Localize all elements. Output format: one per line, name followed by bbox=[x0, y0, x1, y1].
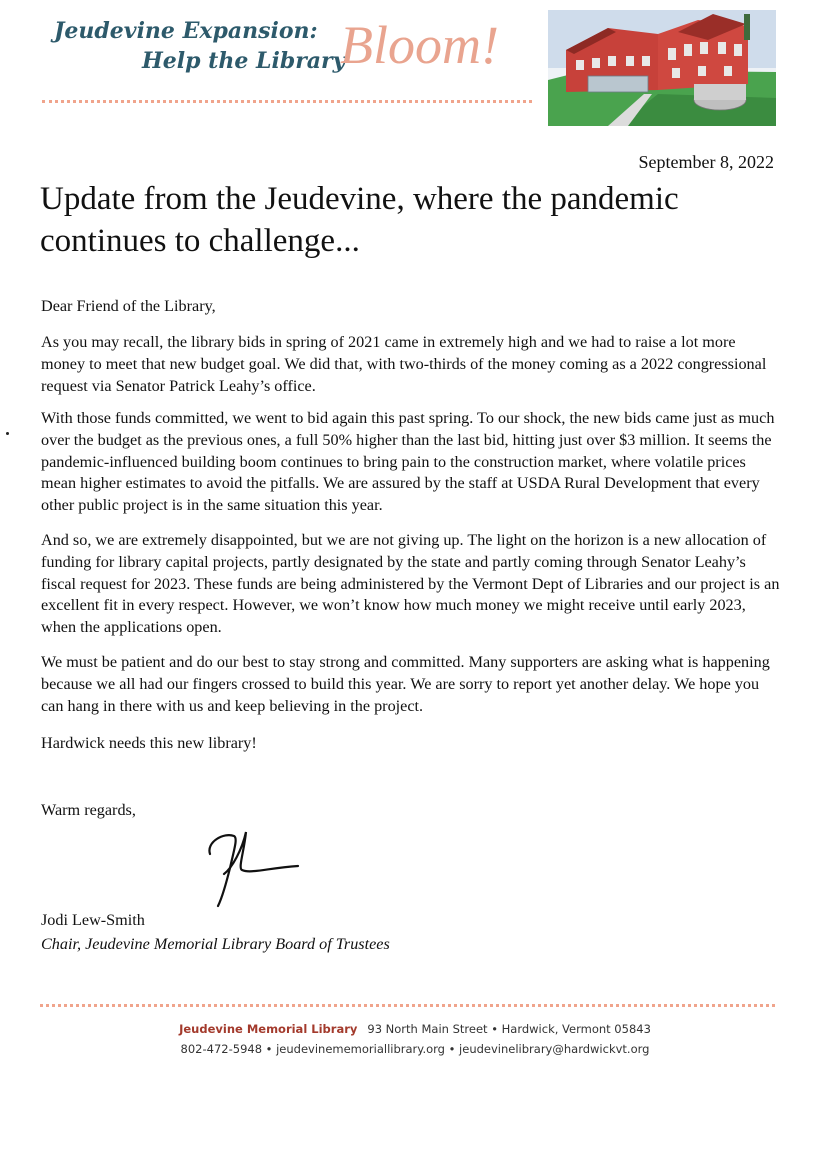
header-bloom-word: Bloom! bbox=[340, 15, 499, 75]
paragraph-3: And so, we are extremely disappointed, but we are not giving up. The light on the horizon is a new allocation of funding for library capital projects, partly designated by the state and partly coming through Senator Leahy’s fiscal request for 2023. These funds are being administered by the Vermont Dept of Libraries and our project is an excellent fit in every respect. However, we won’t know how much money we might receive until early 2023, when the applications open. bbox=[41, 531, 780, 637]
paragraph-2: With those funds committed, we went to bid again this past spring. To our shock, the new bids came just as much over the budget as the previous ones, a full 50% higher than the last bid, hitting just over $3 million. It seems the pandemic-influenced building boom continues to bring pain to the construction market, where volatile prices mean higher estimates to avoid the pitfalls. We are assured by the staff at USDA Rural Development that every other public project is in the same situation this year. bbox=[41, 409, 775, 515]
paragraph-5: Hardwick needs this new library! bbox=[41, 734, 257, 752]
paragraph-4: We must be patient and do our best to stay strong and committed. Many supporters are asking what is happening because we all had our fingers crossed to build this year. We are sorry to report yet another delay. We hope you can hang in there with us and keep believing in the project. bbox=[41, 653, 770, 715]
library-building-illustration bbox=[548, 10, 776, 126]
paragraph-1: As you may recall, the library bids in spring of 2021 came in extremely high and we had to raise a lot more money to meet that new budget goal. We did that, with two-thirds of the money coming as a 2022 congressional request via Senator Patrick Leahy’s office. bbox=[41, 333, 767, 395]
closing: Warm regards, bbox=[41, 801, 136, 819]
header-dotted-divider bbox=[42, 100, 532, 103]
footer-address-line bbox=[0, 1022, 830, 1036]
letter-title: Update from the Jeudevine, where the pandemic continues to challenge... bbox=[40, 181, 679, 259]
footer-dotted-divider bbox=[40, 1004, 775, 1007]
header-title-line2: Help the Library bbox=[142, 48, 346, 74]
scan-speck bbox=[6, 432, 9, 435]
header-title-line1: Jeudevine Expansion: bbox=[54, 18, 318, 44]
handwritten-signature bbox=[198, 822, 308, 912]
footer-contact-line: 802-472-5948 • jeudevinememoriallibrary.org • jeudevinelibrary@hardwickvt.org bbox=[180, 1042, 650, 1056]
footer-address: 93 North Main Street • Hardwick, Vermont 05843 bbox=[367, 1022, 651, 1036]
letter-date: September 8, 2022 bbox=[638, 152, 774, 172]
signer-title: Chair, Jeudevine Memorial Library Board of Trustees bbox=[41, 935, 390, 953]
salutation: Dear Friend of the Library, bbox=[41, 297, 216, 315]
footer-org-name: Jeudevine Memorial Library bbox=[179, 1022, 358, 1036]
signer-name: Jodi Lew-Smith bbox=[41, 911, 145, 929]
